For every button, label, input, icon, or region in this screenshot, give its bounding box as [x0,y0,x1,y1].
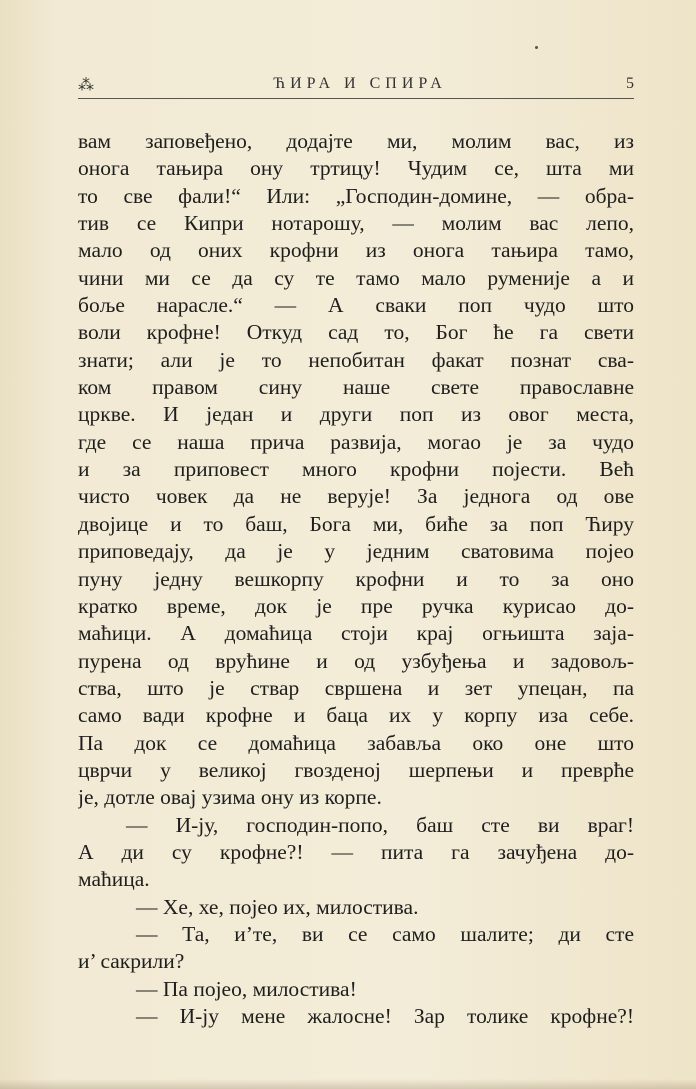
running-header [78,70,634,99]
text-line: то све фали!“ Или: „Господин-домине, — обра- [78,183,634,208]
text-line: тив се Кипри нотарошу, — молим вас лепо, [78,211,634,236]
page-number: 5 [626,75,634,92]
text-line: Па док се домаћица забавља око оне што [78,730,634,755]
text-line: мало од оних крофни из онога тањира тамо, [78,238,634,263]
page-bottom-edge [0,1079,696,1089]
text-line: боље нарасле.“ — А сваки поп чудо што [78,293,634,318]
text-line: двојице и то баш, Бога ми, биће за поп Ћиру [78,511,634,536]
text-line: цркве. И један и други поп из овог места, [78,402,634,427]
text-line: маћица. [78,867,150,892]
body-text [78,128,634,1030]
text-line: цврчи у великој гвозденој шерпењи и преврће [78,757,634,782]
running-title: ЋИРА И СПИРА [273,75,447,92]
text-line: — Хе, хе, појео их, милостива. [136,894,419,919]
text-line: А ди су крофне?! — пита га зачуђена до- [78,839,634,864]
text-line: вам заповеђено, додајте ми, молим вас, из [78,129,634,153]
text-line: онога тањира ону тртицу! Чудим се, шта ми [78,156,634,181]
text-line: је, дотле овај узима ону из корпе. [78,785,382,810]
text-line: — И-ју мене жалосне! Зар толике крофне?! [136,1004,634,1028]
text-line: и за приповест много крофни појести. Већ [78,457,634,482]
text-line: маћици. А домаћица стоји крај огњишта зaja- [78,621,634,646]
text-line: ства, што је ствар свршена и зет упецан, па [78,675,634,700]
text-line: кратко време, док је пре ручка курисао до- [78,593,634,618]
text-line: само вади крофне и баца их у корпу иза себе. [78,703,634,728]
text-line: приповедају, да је у једним сватовима појео [78,539,634,564]
ink-speck [535,46,538,49]
ornament-icon: ⁂ [78,74,94,94]
text-line: ком правом сину наше свете православне [78,375,634,400]
text-line: — Та, и’те, ви се само шалите; ди сте [136,921,634,946]
text-line: пуну једну вешкорпу крофни и то за оно [78,566,634,591]
text-line: воли крофне! Откуд сад то, Бог ће га свети [78,320,634,345]
text-line: — Па појео, милостива! [136,976,357,1001]
text-line: — И-ју, господин-попо, баш сте ви враг! [126,812,634,837]
text-line: пурена од врућине и од узбуђења и задовољ- [78,648,634,673]
text-line: чисто човек да не верује! За једнога од ове [78,484,634,509]
text-line: и’ сакрили? [78,949,185,974]
text-line: где се наша прича развија, могао је за чудо [78,429,634,454]
text-line: знати; али је то непобитан факат познат сва- [78,347,634,372]
text-line: чини ми се да су те тамо мало руменије а и [78,265,634,290]
